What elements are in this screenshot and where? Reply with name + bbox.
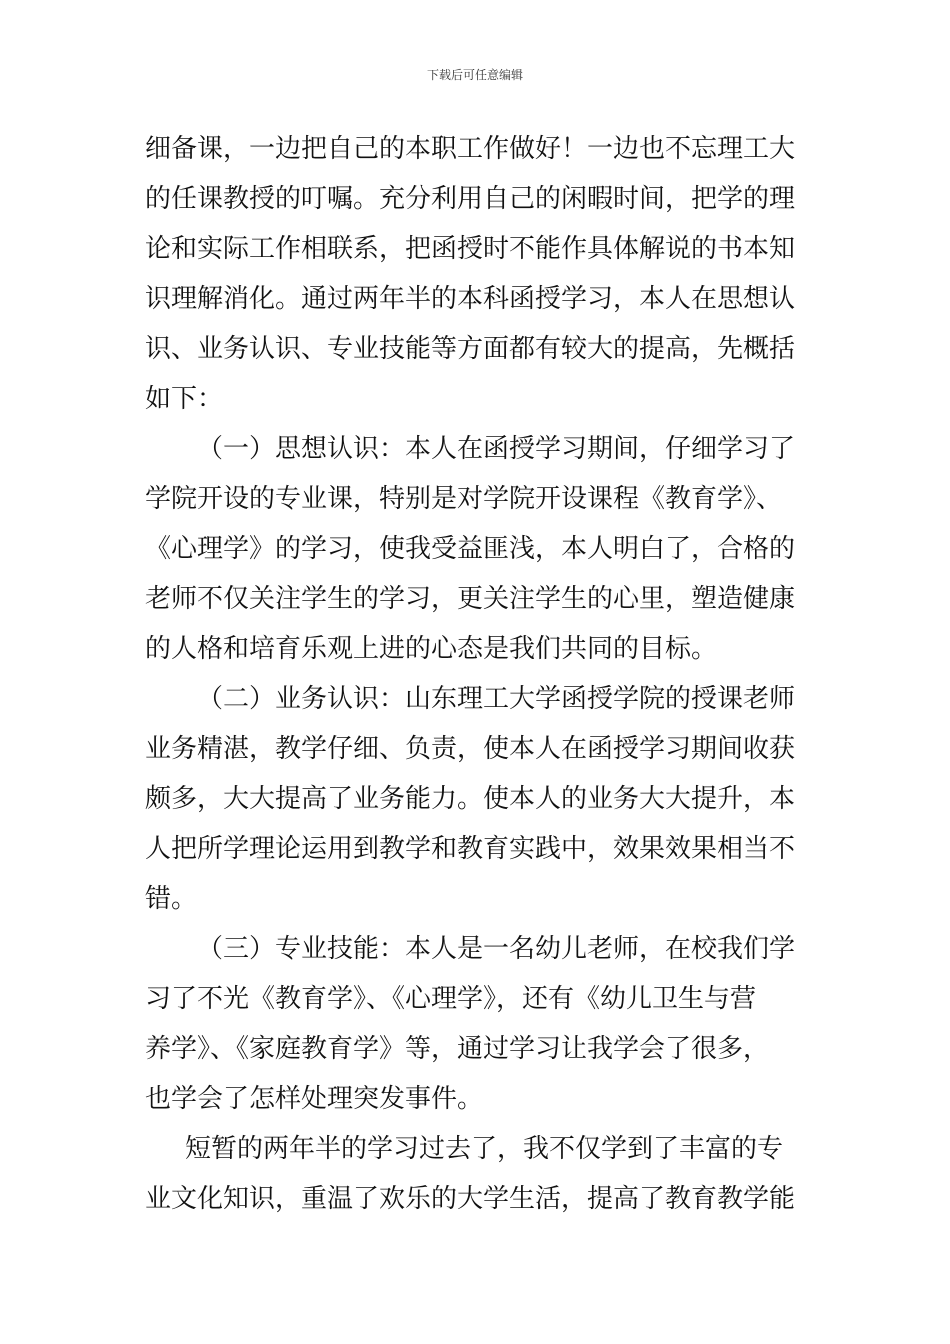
- paragraph-start-line: （一）思想认识：本人在函授学习期间，仔细学习了: [197, 434, 796, 464]
- text-line: 也学会了怎样处理突发事件。: [145, 1084, 484, 1114]
- text-line: 业务精湛，教学仔细、负责，使本人在函授学习期间收获: [145, 734, 796, 764]
- paragraph-start-line: （三）专业技能：本人是一名幼儿老师，在校我们学: [197, 934, 796, 964]
- text-line: 颇多，大大提高了业务能力。使本人的业务大大提升，本: [145, 784, 796, 814]
- text-line: 错。: [145, 884, 198, 914]
- text-line: 识理解消化。通过两年半的本科函授学习，本人在思想认: [145, 284, 796, 314]
- text-line: 细备课，一边把自己的本职工作做好！一边也不忘理工大: [145, 134, 796, 164]
- text-line: 识、业务认识、专业技能等方面都有较大的提高，先概括: [145, 334, 796, 364]
- paragraph-start-line: 短暂的两年半的学习过去了，我不仅学到了丰富的专: [185, 1134, 784, 1164]
- paragraph-start-line: （二）业务认识：山东理工大学函授学院的授课老师: [197, 684, 796, 714]
- text-line: 老师不仅关注学生的学习，更关注学生的心里，塑造健康: [145, 584, 796, 614]
- text-line: 《心理学》的学习，使我受益匪浅，本人明白了，合格的: [145, 534, 796, 564]
- text-line: 业文化知识，重温了欢乐的大学生活，提高了教育教学能: [145, 1184, 796, 1214]
- document-body: [145, 124, 810, 1224]
- text-line: 学院开设的专业课，特别是对学院开设课程《教育学》、: [145, 484, 783, 514]
- text-line: 如下：: [145, 384, 224, 414]
- text-line: 人把所学理论运用到教学和教育实践中，效果效果相当不: [145, 834, 796, 864]
- text-line: 论和实际工作相联系，把函授时不能作具体解说的书本知: [145, 234, 796, 264]
- text-line: 的人格和培育乐观上进的心态是我们共同的目标。: [145, 634, 718, 664]
- text-line: 习了不光《教育学》、《心理学》，还有《幼儿卫生与营: [145, 984, 757, 1014]
- text-line: 养学》、《家庭教育学》等，通过学习让我学会了很多，: [145, 1034, 770, 1064]
- text-line: 的任课教授的叮嘱。充分利用自己的闲暇时间，把学的理: [145, 184, 796, 214]
- page-header: 下载后可任意编辑: [426, 68, 523, 82]
